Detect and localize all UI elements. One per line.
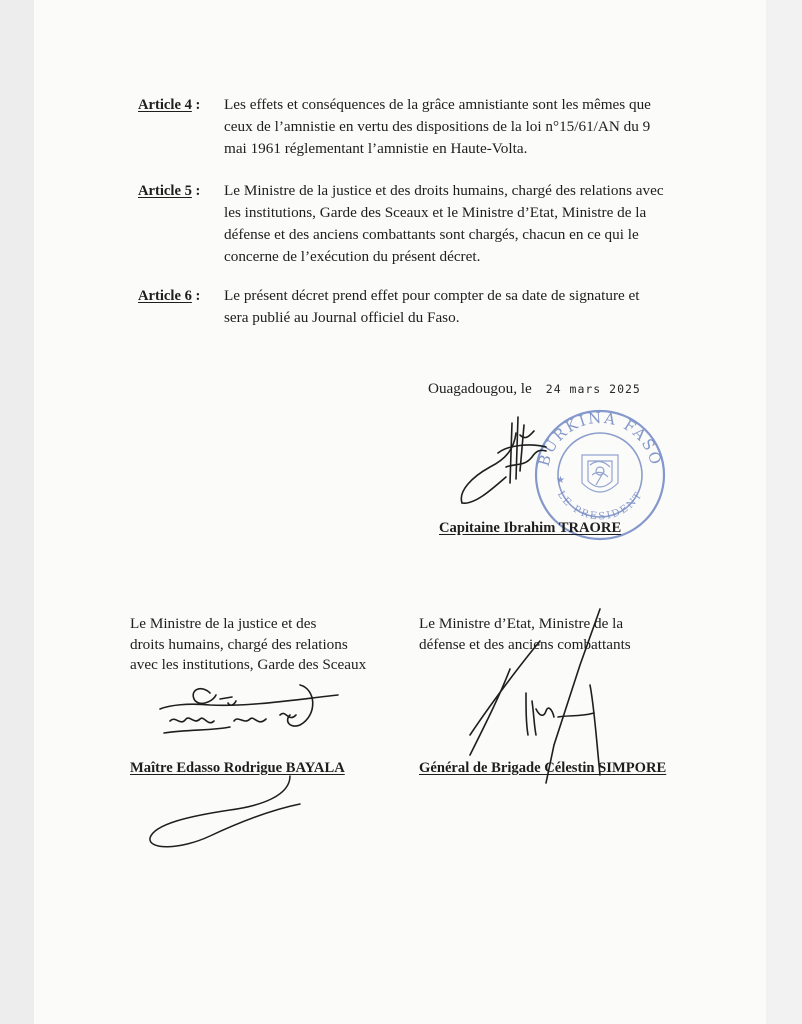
article-6-label: Article 6 :	[138, 288, 201, 304]
place-text: Ouagadougou, le	[428, 380, 532, 397]
title-line: avec les institutions, Garde des Sceaux	[130, 656, 367, 673]
article-5-label: Article 5 :	[138, 183, 201, 199]
minister-justice-name: Maître Edasso Rodrigue BAYALA	[130, 760, 345, 776]
svg-text:★: ★	[556, 475, 565, 486]
article-5	[138, 180, 698, 268]
minister-defense-name: Général de Brigade Célestin SIMPORE	[419, 760, 667, 776]
stamped-date: 24 mars 2025	[545, 382, 641, 396]
left-margin-strip	[0, 0, 34, 1024]
minister-justice-signature	[150, 675, 340, 765]
title-line: droits humains, chargé des relations	[130, 635, 348, 653]
article-6-line: Le présent décret prend effet pour compter de sa date de signature et	[224, 287, 640, 304]
article-5-line: les institutions, Garde des Sceaux et le Ministre d’Etat, Ministre de la	[224, 204, 647, 221]
minister-defense-signature	[430, 605, 630, 785]
ink-flourish	[140, 770, 310, 860]
president-name: Capitaine Ibrahim TRAORE	[439, 520, 622, 536]
president-signature	[450, 405, 590, 515]
article-4-line: mai 1961 réglementant l’amnistie en Haute-Volta.	[224, 140, 528, 157]
article-4-line: Les effets et conséquences de la grâce amnistiante sont les mêmes que	[224, 96, 651, 113]
article-6	[138, 285, 698, 329]
article-4	[138, 94, 698, 160]
place-date	[428, 380, 641, 398]
article-5-line: défense et des anciens combattants sont chargés, chacun en ce qui le	[224, 226, 639, 243]
right-margin-strip	[766, 0, 802, 1024]
seal-bottom-text: LE PRESIDENT	[554, 489, 646, 523]
title-line: Le Ministre de la justice et des	[130, 615, 317, 632]
article-4-line: ceux de l’amnistie en vertu des dispositions de la loi n°15/61/AN du 9	[224, 118, 651, 135]
article-5-line: Le Ministre de la justice et des droits humains, chargé des relations avec	[224, 182, 664, 199]
minister-justice-title	[130, 614, 366, 676]
article-6-line: sera publié au Journal officiel du Faso.	[224, 309, 460, 326]
seal-top-text: BURKINA FASO	[534, 408, 666, 469]
title-line: Le Ministre d’Etat, Ministre de la	[419, 615, 624, 632]
title-line: défense et des anciens combattants	[419, 635, 631, 653]
article-5-line: concerne de l’exécution du présent décret.	[224, 248, 481, 265]
article-4-label: Article 4 :	[138, 97, 201, 113]
